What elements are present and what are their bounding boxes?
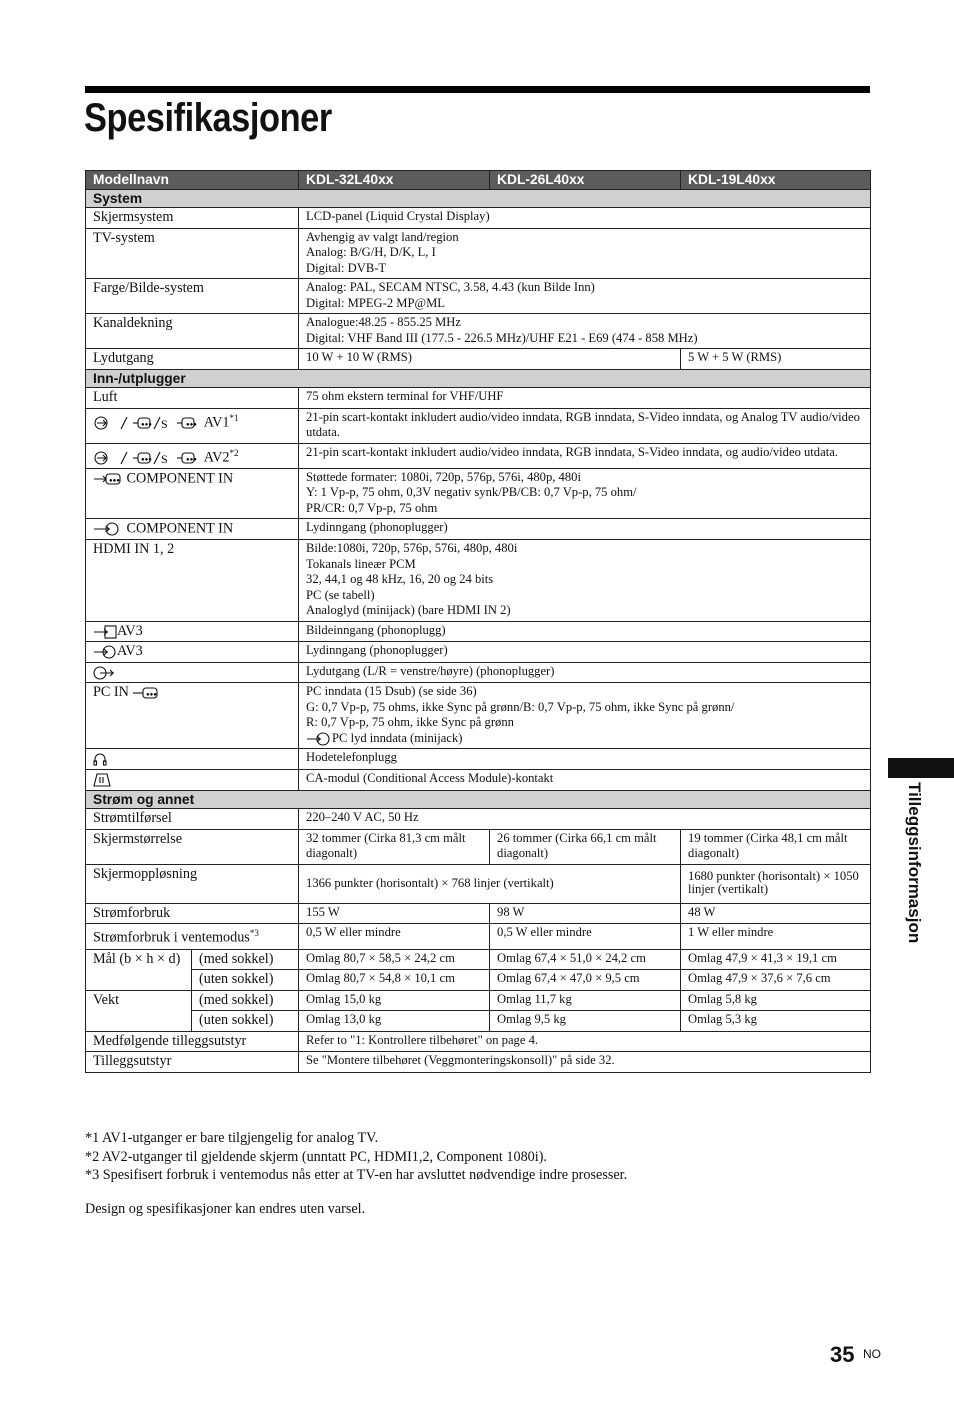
table-row: HDMI IN 1, 2 Bilde:1080i, 720p, 576p, 576i, 480p, 480i Tokanals lineær PCM 32, 44,1 og 48 kHz, 16, 20 og 24 bits PC (se tabell) Analoglyd (minijack) (bare HDMI IN 2) bbox=[86, 540, 871, 622]
table-row: Hodetelefonplugg bbox=[86, 749, 871, 770]
table-row: ●●● COMPONENT IN Støttede formater: 1080i, 720p, 576p, 576i, 480p, 480i Y: 1 Vp-p, 75 ohm, 0,3V negativ synk/PB/CB: 0,7 Vp-p, 75 ohm/ PR/CR: 0,7 Vp-p, 75 ohm bbox=[86, 468, 871, 519]
table-row: Farge/Bilde-system Analog: PAL, SECAM NTSC, 3.58, 4.43 (kun Bilde Inn) Digital: MPEG-2 MP@ML bbox=[86, 279, 871, 314]
scart-in-out-icon bbox=[93, 415, 201, 431]
section-system: System bbox=[86, 189, 871, 208]
footnote: *3 Spesifisert forbruk i ventemodus nås etter at TV-en har avsluttet nødvendige indre prosesser. bbox=[85, 1167, 628, 1183]
header-kdl32: KDL-32L40xx bbox=[299, 171, 490, 190]
footnote: *1 AV1-utganger er bare tilgjengelig for analog TV. bbox=[85, 1130, 379, 1146]
svg-text:●●●: ●●● bbox=[141, 456, 152, 463]
table-row: AV3 Bildeinngang (phonoplugg) bbox=[86, 621, 871, 642]
table-row: Strømtilførsel 220–240 V AC, 50 Hz bbox=[86, 809, 871, 830]
table-row: Lydutgang 10 W + 10 W (RMS) 5 W + 5 W (RMS) bbox=[86, 349, 871, 370]
ca-module-icon bbox=[93, 772, 111, 788]
table-row: S ●●● ●●● AV2$^{*2}$ 21-pin scart-kontakt inkludert audio/video inndata, RGB inndata, S-Video inndata, og audio/video utdata. bbox=[86, 443, 871, 468]
video-in-icon bbox=[93, 625, 117, 639]
table-row: Tilleggsutstyr Se "Montere tilbehøret (Veggmonteringskonsoll)" på side 32. bbox=[86, 1052, 871, 1073]
table-row: Medfølgende tilleggsutstyr Refer to "1: Kontrollere tilbehøret" on page 4. bbox=[86, 1031, 871, 1052]
audio-in-icon bbox=[306, 732, 332, 746]
header-model: Modellnavn bbox=[86, 171, 299, 190]
title-rule bbox=[85, 86, 870, 93]
svg-text:●●●: ●●● bbox=[109, 477, 120, 484]
language-code: NO bbox=[863, 1347, 881, 1361]
table-row: Vekt (med sokkel) Omlag 15,0 kg Omlag 11,7 kg Omlag 5,8 kg bbox=[86, 990, 871, 1011]
page-title: Spesifikasjoner bbox=[84, 96, 332, 140]
svg-text:●●●: ●●● bbox=[186, 421, 197, 428]
header-kdl26: KDL-26L40xx bbox=[490, 171, 681, 190]
header-kdl19: KDL-19L40xx bbox=[681, 171, 871, 190]
table-row: Skjermstørrelse 32 tommer (Cirka 81,3 cm målt diagonalt) 26 tommer (Cirka 66,1 cm målt diagonalt) 19 tommer (Cirka 48,1 cm målt diagonalt) bbox=[86, 829, 871, 864]
side-tab-marker bbox=[888, 758, 954, 778]
table-row: (uten sokkel) Omlag 80,7 × 54,8 × 10,1 cm Omlag 67,4 × 47,0 × 9,5 cm Omlag 47,9 × 37,6 × 7,6 cm bbox=[86, 970, 871, 991]
audio-in-icon bbox=[93, 645, 117, 659]
headphones-icon bbox=[93, 752, 107, 766]
component-video-in-icon bbox=[93, 471, 123, 487]
footnotes bbox=[85, 1129, 627, 1185]
pc-in-icon bbox=[132, 686, 160, 700]
table-row: S ●●● ●●● AV1$^{*1}$ 21-pin scart-kontakt inkludert audio/video inndata, RGB inndata, S-Video inndata, og Analog TV audio/video utdata. bbox=[86, 408, 871, 443]
table-row: Skjermoppløsning 1366 punkter (horisontalt) × 768 linjer (vertikalt) 1680 punkter (horisontalt) × 1050 linjer (vertikalt) bbox=[86, 864, 871, 903]
section-power: Strøm og annet bbox=[86, 790, 871, 809]
svg-text:S: S bbox=[161, 416, 168, 431]
table-row: Kanaldekning Analogue:48.25 - 855.25 MHz Digital: VHF Band III (177.5 - 226.5 MHz)/UHF E21 - E69 (474 - 858 MHz) bbox=[86, 314, 871, 349]
table-header bbox=[86, 171, 871, 190]
svg-text:●●●: ●●● bbox=[146, 692, 158, 699]
disclaimer: Design og spesifikasjoner kan endres uten varsel. bbox=[85, 1201, 366, 1217]
table-row: TV-system Avhengig av valgt land/region Analog: B/G/H, D/K, L, I Digital: DVB-T bbox=[86, 228, 871, 279]
table-row: Strømforbruk 155 W 98 W 48 W bbox=[86, 903, 871, 924]
table-row: (uten sokkel) Omlag 13,0 kg Omlag 9,5 kg Omlag 5,3 kg bbox=[86, 1011, 871, 1032]
spec-table bbox=[85, 170, 871, 1073]
table-row: Skjermsystem LCD-panel (Liquid Crystal Display) bbox=[86, 208, 871, 229]
scart-in-out-icon bbox=[93, 450, 201, 466]
table-row: PC IN ●●● PC inndata (15 Dsub) (se side 36) G: 0,7 Vp-p, 75 ohms, ikke Sync på grønn/B: 0,7 Vp-p, 75 ohm, ikke Sync på grønn/ R: 0,7 Vp-p, 75 ohm, ikke Sync på grønn PC lyd inndata (minijack) bbox=[86, 683, 871, 749]
table-row: Luft 75 ohm ekstern terminal for VHF/UHF bbox=[86, 388, 871, 409]
side-tab-label: Tilleggsinformasjon bbox=[905, 782, 924, 944]
svg-text:●●●: ●●● bbox=[186, 456, 197, 463]
audio-out-icon bbox=[93, 666, 117, 680]
table-row: Mål (b × h × d) (med sokkel) Omlag 80,7 × 58,5 × 24,2 cm Omlag 67,4 × 51,0 × 24,2 cm Omlag 47,9 × 41,3 × 19,1 cm bbox=[86, 949, 871, 970]
table-row: CA-modul (Conditional Access Module)-kontakt bbox=[86, 769, 871, 790]
table-row: COMPONENT IN Lydinngang (phonoplugger) bbox=[86, 519, 871, 540]
section-io: Inn-/utplugger bbox=[86, 369, 871, 388]
page-number: 35 bbox=[830, 1342, 855, 1367]
svg-text:●●●: ●●● bbox=[141, 421, 152, 428]
audio-in-icon bbox=[93, 521, 123, 537]
table-row: AV3 Lydinngang (phonoplugger) bbox=[86, 642, 871, 663]
svg-text:S: S bbox=[161, 451, 168, 466]
footnote: *2 AV2-utganger til gjeldende skjerm (unntatt PC, HDMI1,2, Component 1080i). bbox=[85, 1148, 547, 1165]
table-row: Strømforbruk i ventemodus$^{*3}$ 0,5 W eller mindre 0,5 W eller mindre 1 W eller mindre bbox=[86, 924, 871, 949]
table-row: Lydutgang (L/R = venstre/høyre) (phonoplugger) bbox=[86, 662, 871, 683]
